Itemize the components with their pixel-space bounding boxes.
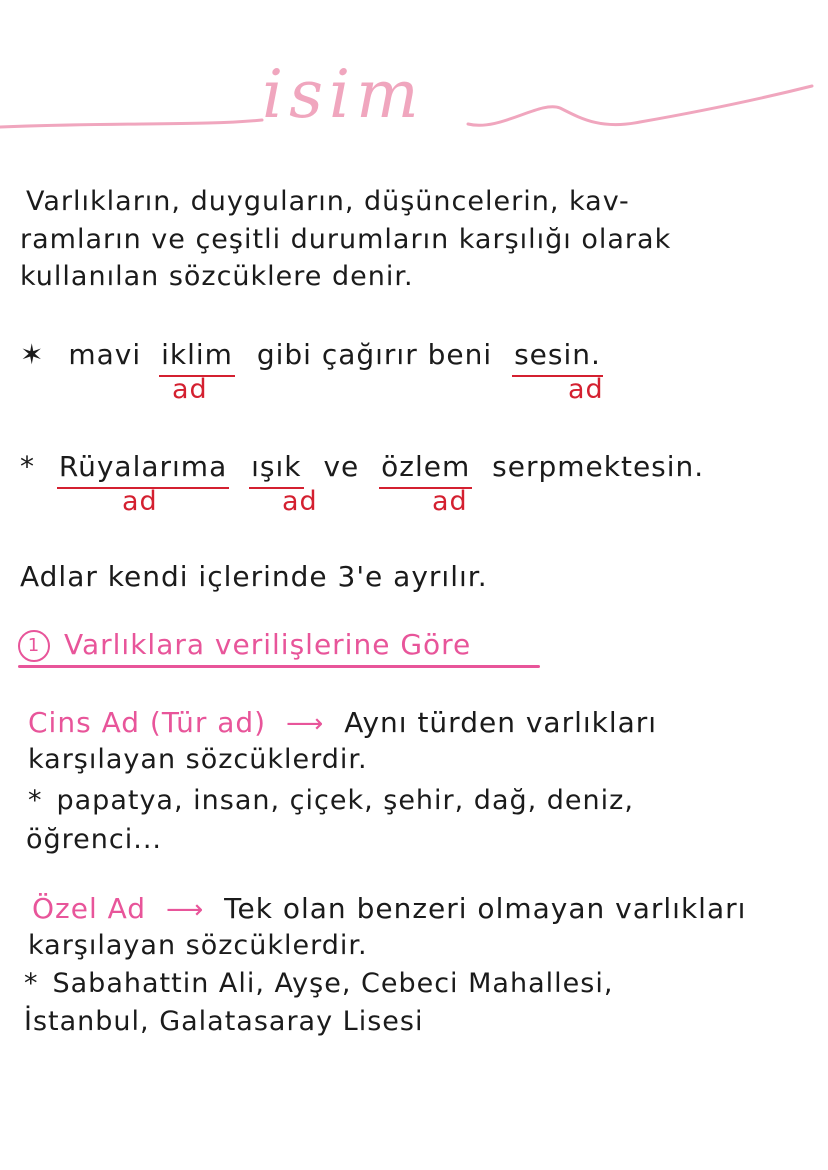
example2-noun-ozlem-text: özlem [381,450,471,483]
noun-tag: ad [282,486,318,517]
example-sentence-2 [20,450,704,483]
example1-noun-iklim [161,338,233,371]
example1-noun-sesin-text: sesin. [514,338,601,371]
page-title: isim [262,56,425,133]
cins-ad-definition-line-2: karşılayan sözcüklerdir. [28,744,368,775]
example-sentence-1 [20,338,601,371]
section-heading-text: Varlıklara verilişlerine Göre [64,628,472,661]
arrow-right-icon: ⟶ [286,709,325,739]
cins-ad-def-text-1: Aynı türden varlıkları [344,706,658,739]
ozel-ad-examples-line-1 [24,968,613,999]
example2-word-verb: serpmektesin. [492,450,705,483]
cins-ad-term: Cins Ad (Tür ad) [28,706,267,739]
cins-ad-examples-text-1: papatya, insan, çiçek, şehir, dağ, deniz, [56,785,634,816]
section-number-badge: 1 [18,630,50,662]
definition-line-3: kullanılan sözcüklere denir. [20,261,414,292]
star-bullet-icon: * [24,968,39,999]
definition-line-2: ramların ve çeşitli durumların karşılığı olarak [20,224,672,255]
example1-noun-sesin [514,338,601,371]
cins-ad-examples-line-2: öğrenci... [26,824,162,855]
section-heading-underline [18,665,540,668]
star-bullet-icon: * [28,785,43,816]
example1-noun-iklim-text: iklim [161,338,233,371]
example2-noun-isik [251,450,301,483]
cins-ad-examples-line-1 [28,785,634,816]
noun-tag: ad [172,374,208,405]
example2-noun-ozlem [381,450,470,483]
cins-ad-definition-line-1 [28,706,657,739]
ozel-ad-def-text-1: Tek olan benzeri olmayan varlıkları [224,892,747,925]
noun-tag: ad [568,374,604,405]
ozel-ad-term: Özel Ad [32,892,147,925]
ozel-ad-definition-line-2: karşılayan sözcüklerdir. [28,930,368,961]
section-heading [18,628,471,662]
example1-word-mavi: mavi [68,338,142,371]
example2-noun-ruyalarima [59,450,227,483]
ozel-ad-definition-line-1 [32,892,746,925]
example2-noun-isik-text: ışık [251,450,302,483]
noun-tag: ad [432,486,468,517]
star-bullet-icon: * [20,450,35,483]
ozel-ad-examples-line-2: İstanbul, Galatasaray Lisesi [24,1006,424,1037]
arrow-right-icon: ⟶ [165,895,205,925]
noun-tag: ad [122,486,158,517]
definition-line-1: Varlıkların, duyguların, düşüncelerin, kav- [26,186,630,217]
classification-statement: Adlar kendi içlerinde 3'e ayrılır. [20,560,488,593]
star-bullet-icon: ✶ [20,338,45,371]
example2-word-ve: ve [323,450,360,483]
example2-noun-ruyalarima-text: Rüyalarıma [58,450,228,483]
ozel-ad-examples-text-1: Sabahattin Ali, Ayşe, Cebeci Mahallesi, [52,968,614,999]
example1-word-middle: gibi çağırır beni [256,338,493,371]
